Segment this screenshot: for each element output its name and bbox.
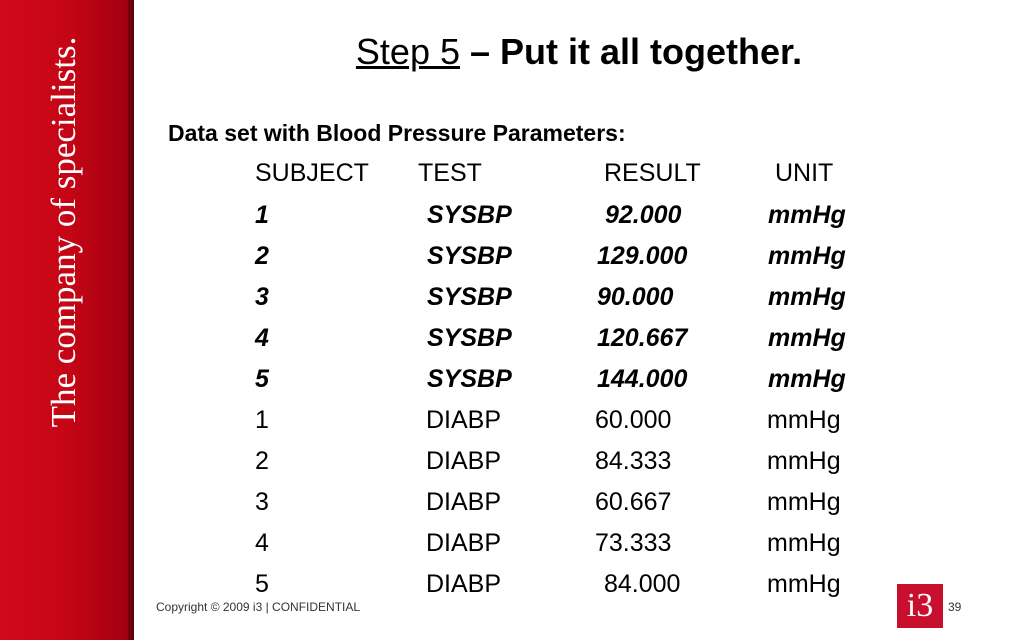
table-row xyxy=(0,281,1024,313)
cell-subject: 5 xyxy=(255,570,269,598)
cell-subject: 2 xyxy=(255,242,269,270)
copyright-text: Copyright © 2009 i3 | CONFIDENTIAL xyxy=(156,600,361,614)
table-row xyxy=(0,240,1024,272)
cell-unit: mmHg xyxy=(767,570,841,598)
cell-subject: 3 xyxy=(255,283,269,311)
page-number: 39 xyxy=(948,600,962,614)
cell-result: 129.000 xyxy=(597,242,688,270)
table-row xyxy=(0,486,1024,518)
cell-subject: 1 xyxy=(255,201,269,229)
cell-result: 60.667 xyxy=(595,488,672,516)
cell-result: 84.333 xyxy=(595,447,672,475)
cell-test: SYSBP xyxy=(427,283,512,311)
cell-unit: mmHg xyxy=(767,529,841,557)
dataset-subtitle: Data set with Blood Pressure Parameters: xyxy=(168,120,626,146)
cell-test: DIABP xyxy=(426,447,502,475)
cell-unit: mmHg xyxy=(767,447,841,475)
cell-test: SYSBP xyxy=(427,242,512,270)
cell-test: DIABP xyxy=(426,488,502,516)
table-row xyxy=(0,363,1024,395)
cell-unit: mmHg xyxy=(768,283,846,311)
cell-subject: 4 xyxy=(255,529,269,557)
cell-test: DIABP xyxy=(426,406,502,434)
header-subject: SUBJECT xyxy=(255,159,369,187)
cell-result: 92.000 xyxy=(605,201,682,229)
title-rest: – Put it all together. xyxy=(460,31,803,72)
cell-subject: 4 xyxy=(255,324,269,352)
cell-unit: mmHg xyxy=(768,365,846,393)
cell-test: DIABP xyxy=(426,529,502,557)
slide-title xyxy=(134,30,1024,74)
cell-subject: 1 xyxy=(255,406,269,434)
cell-unit: mmHg xyxy=(767,488,841,516)
cell-result: 84.000 xyxy=(604,570,681,598)
i3-logo: i3 xyxy=(897,584,943,628)
table-row xyxy=(0,527,1024,559)
cell-unit: mmHg xyxy=(768,242,846,270)
sidebar-tagline: The company of specialists. xyxy=(44,36,83,428)
cell-result: 60.000 xyxy=(595,406,672,434)
header-unit: UNIT xyxy=(775,159,834,187)
cell-result: 144.000 xyxy=(597,365,688,393)
cell-result: 90.000 xyxy=(597,283,674,311)
table-header xyxy=(0,157,1024,189)
title-step: Step 5 xyxy=(355,31,461,72)
cell-result: 73.333 xyxy=(595,529,672,557)
cell-unit: mmHg xyxy=(768,324,846,352)
cell-test: SYSBP xyxy=(427,324,512,352)
table-row xyxy=(0,199,1024,231)
table-row xyxy=(0,404,1024,436)
cell-subject: 2 xyxy=(255,447,269,475)
cell-test: DIABP xyxy=(426,570,502,598)
cell-result: 120.667 xyxy=(597,324,688,352)
cell-subject: 5 xyxy=(255,365,269,393)
cell-test: SYSBP xyxy=(427,365,512,393)
header-result: RESULT xyxy=(604,159,701,187)
table-row xyxy=(0,322,1024,354)
table-row xyxy=(0,445,1024,477)
cell-test: SYSBP xyxy=(427,201,512,229)
header-test: TEST xyxy=(418,159,482,187)
cell-unit: mmHg xyxy=(768,201,846,229)
table-row xyxy=(0,568,1024,600)
cell-unit: mmHg xyxy=(767,406,841,434)
cell-subject: 3 xyxy=(255,488,269,516)
